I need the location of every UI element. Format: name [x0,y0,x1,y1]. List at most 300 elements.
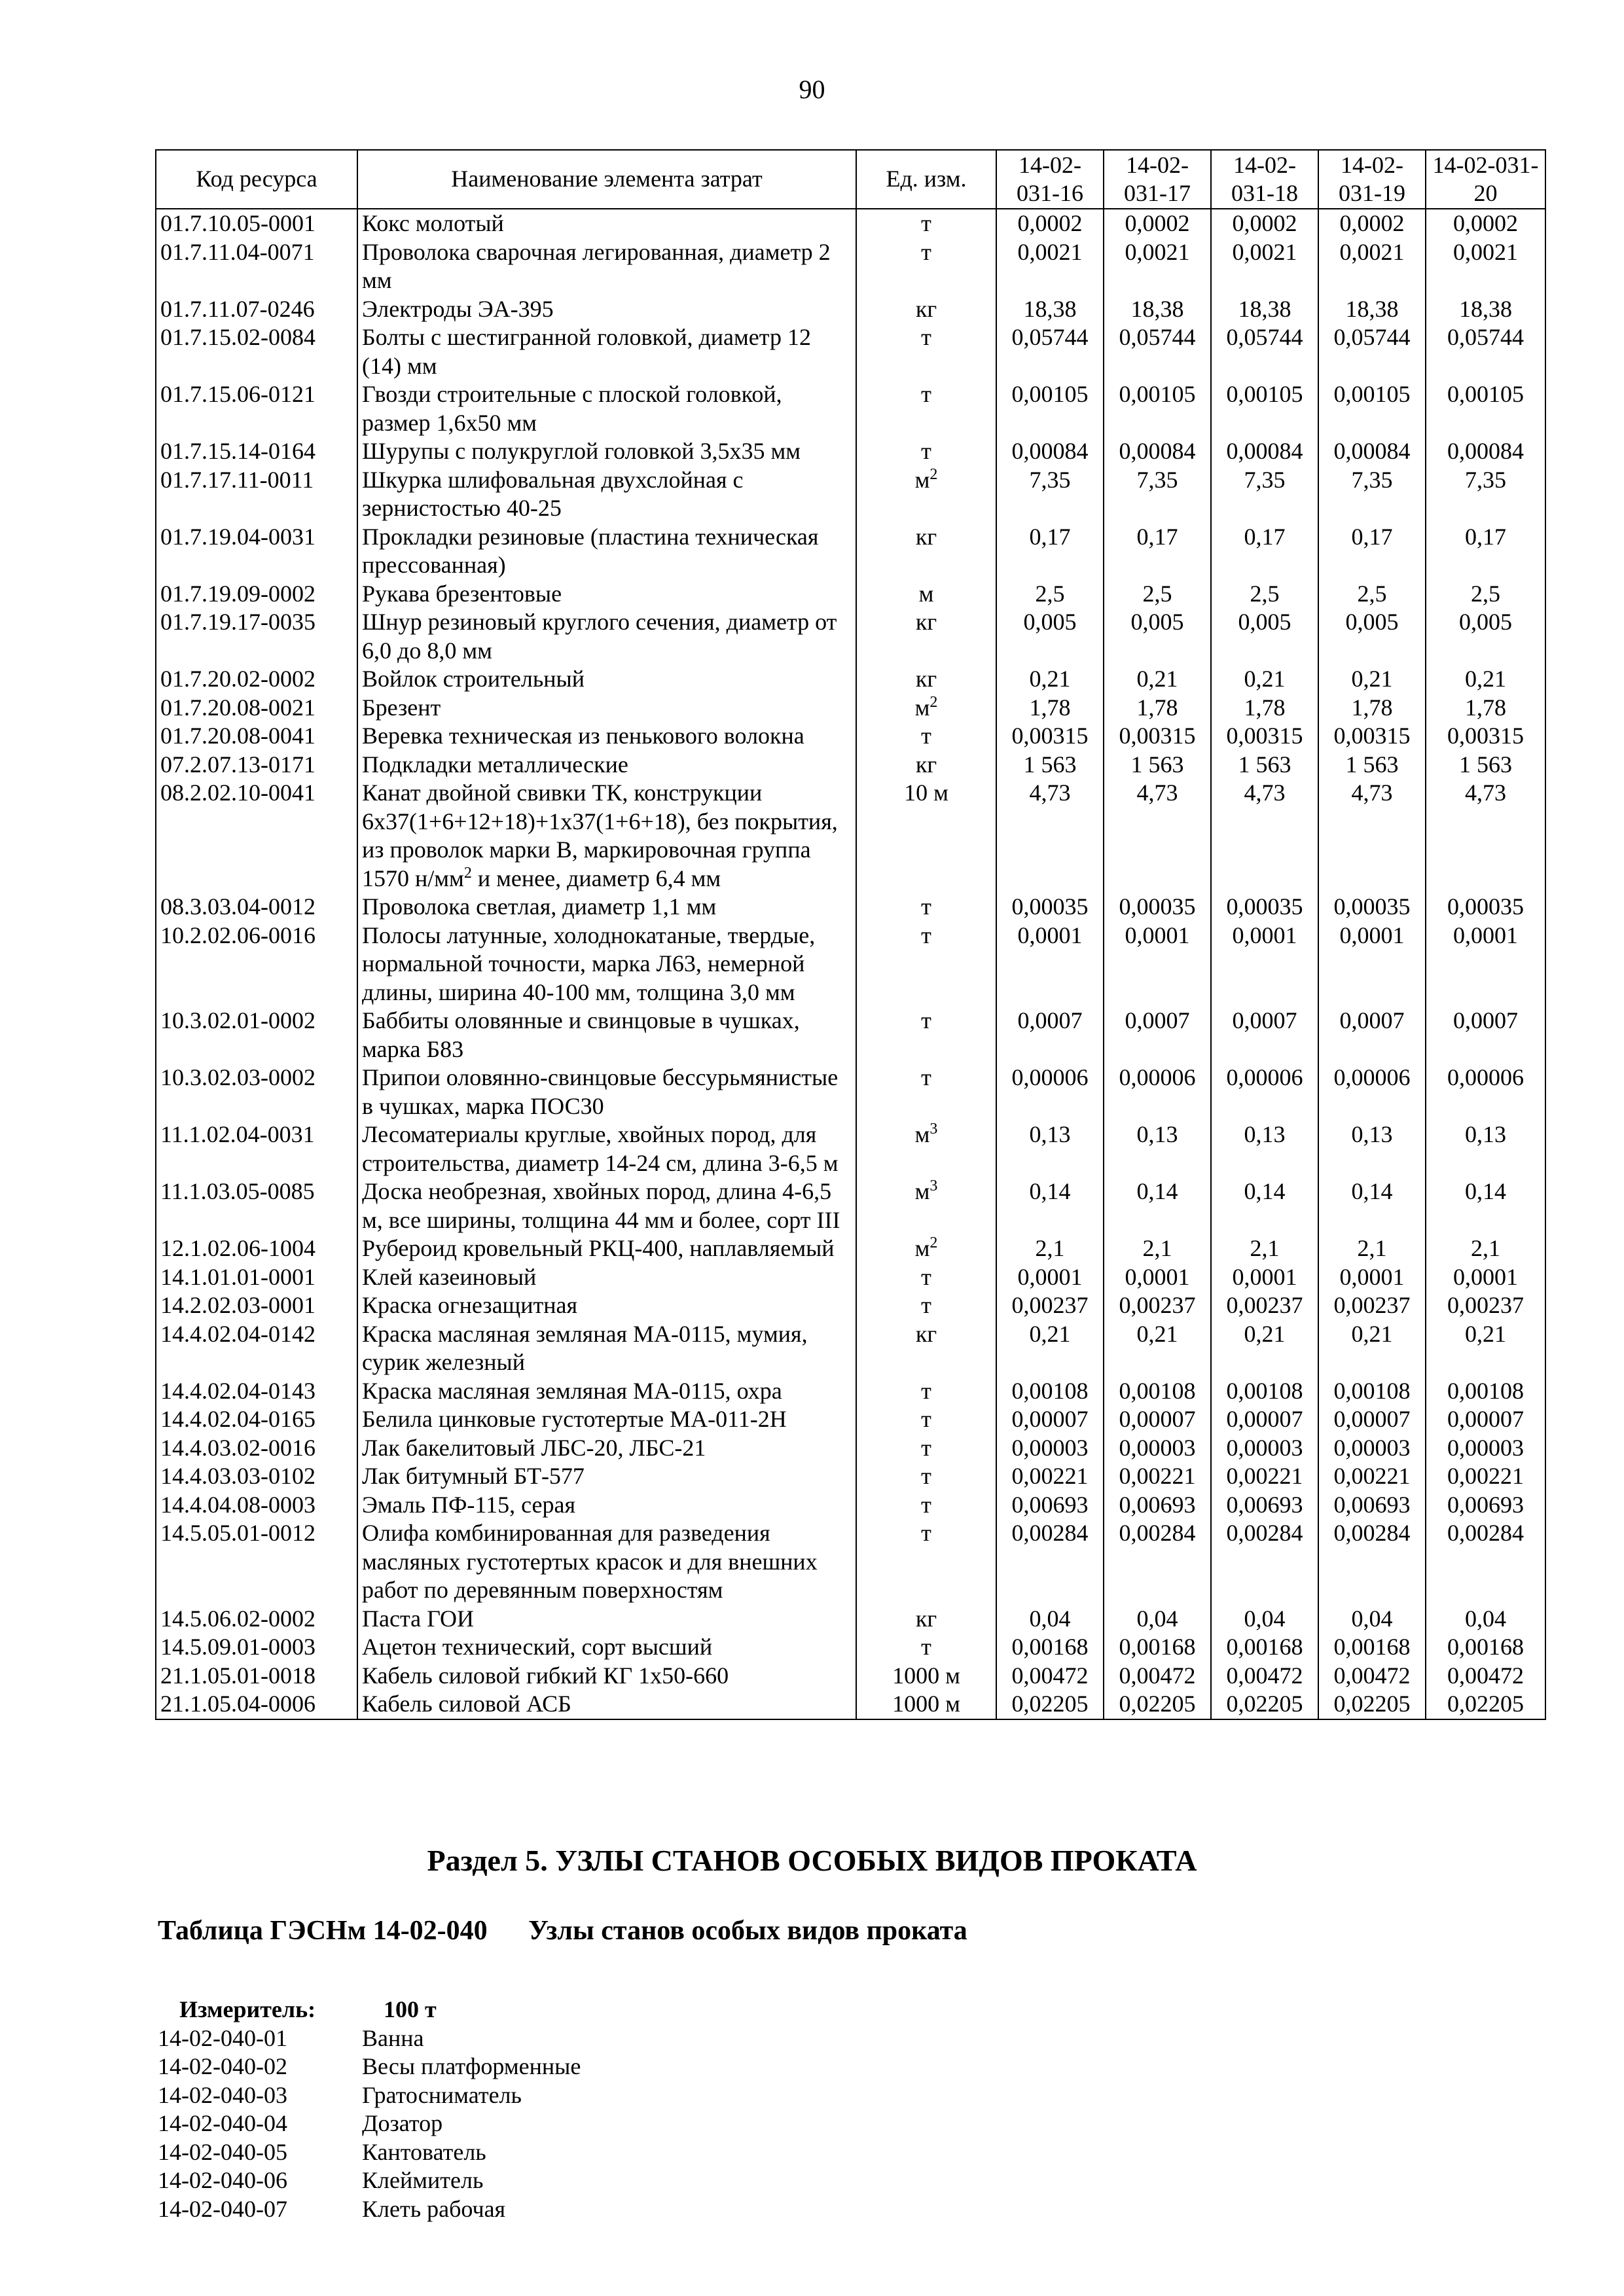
resource-value-cell [1426,1377,1545,1406]
resource-value-cell [996,295,1104,324]
resource-value-cell [996,751,1104,780]
resource-name-cell [357,779,856,893]
resource-value: 18,38 [1459,295,1512,322]
resource-value: 0,00105 [1333,381,1411,407]
resource-value-cell [1104,1633,1211,1662]
resource-value-cell [1211,722,1318,751]
header-col: 14-02-031-18 [1211,150,1318,209]
meter-item-code: 14-02-040-07 [158,2195,287,2222]
resource-unit-cell [856,1377,996,1406]
resource-value: 0,005 [1238,609,1291,635]
resource-value: 0,02205 [1011,1691,1089,1717]
resource-name-cell [357,466,856,523]
resource-value-cell [996,1462,1104,1491]
resource-value-cell [1211,751,1318,780]
resource-code: 14.4.03.03-0102 [160,1463,316,1489]
resource-value: 1,78 [1244,694,1286,721]
resource-value-cell [996,1405,1104,1434]
resource-value-cell [1211,437,1318,466]
resource-value-cell [1318,1320,1426,1377]
meter-item-name: Кантователь [362,2138,486,2165]
meter-value: 100 т [384,1996,437,2022]
header-col: 14-02-031-20 [1426,150,1545,209]
resource-unit-cell [856,238,996,295]
resource-unit: т [921,1292,931,1318]
resource-value-cell [1318,1434,1426,1463]
resource-value-cell [1318,1177,1426,1234]
resource-value-cell [1211,1177,1318,1234]
resource-value: 0,00472 [1447,1662,1524,1689]
resource-name-cell [357,1491,856,1520]
resource-name-cell [357,1405,856,1434]
resource-value-cell [1104,1690,1211,1719]
resource-unit-cell [856,1405,996,1434]
resource-value: 0,00237 [1226,1292,1303,1318]
resource-code-cell [156,1633,357,1662]
resource-code-cell [156,295,357,324]
resource-value: 0,00003 [1011,1434,1089,1461]
resource-value: 0,00006 [1226,1064,1303,1090]
resource-value-cell [1318,1690,1426,1719]
resource-name: Краска масляная земляная МА-0115, охра [362,1377,782,1404]
resource-unit-cell [856,1462,996,1491]
meter-item [158,2166,581,2195]
resource-value: 0,0001 [1453,922,1518,948]
resource-value-cell [1426,608,1545,665]
resource-code: 14.5.09.01-0003 [160,1634,316,1660]
resource-name: Лесоматериалы круглые, хвойных пород, для строительства, диаметр 14-24 см, длина 3-6,5 м [362,1121,839,1176]
meter-item-name: Гратосниматель [362,2081,522,2108]
table-row [156,922,1545,1007]
table-row [156,1434,1545,1463]
resource-name-cell [357,1462,856,1491]
resource-code-cell [156,608,357,665]
resource-value: 0,0001 [1453,1263,1518,1290]
resource-value-cell [1104,1605,1211,1634]
resource-value: 0,00221 [1447,1463,1524,1489]
resource-value: 0,00108 [1447,1377,1524,1404]
resource-unit: м [914,1178,930,1204]
resource-unit-cell [856,295,996,324]
resource-unit-cell [856,466,996,523]
resource-value-cell [996,238,1104,295]
resource-name: Рубероид кровельный РКЦ-400, наплавляемый [362,1235,835,1261]
resource-value: 0,00007 [1011,1406,1089,1432]
resource-name-cell [357,1633,856,1662]
resource-value-cell [1426,1320,1545,1377]
resource-unit: кг [915,609,937,635]
resource-code-cell [156,1234,357,1263]
resource-value: 0,00006 [1447,1064,1524,1090]
resource-name: Брезент [362,694,441,721]
resource-value: 7,35 [1136,466,1178,493]
resource-value-cell [996,1491,1104,1520]
resource-name-cell [357,1177,856,1234]
resource-value-cell [1426,1690,1545,1719]
resource-value-cell [1426,1263,1545,1292]
resource-value: 4,73 [1351,780,1393,806]
resource-unit: т [921,210,931,236]
resource-name: Электроды ЭА-395 [362,295,554,322]
resource-value: 0,14 [1029,1178,1071,1204]
resource-name-cell [357,1434,856,1463]
resource-name: Шнур резиновый круглого сечения, диаметр от 6,0 до 8,0 мм [362,609,837,664]
header-col: 14-02-031-19 [1318,150,1426,209]
resource-code-cell [156,1121,357,1177]
resource-value: 0,0002 [1232,210,1297,236]
resource-code: 14.4.02.04-0165 [160,1406,316,1432]
resource-code-cell [156,1605,357,1634]
resource-value-cell [1318,323,1426,380]
resource-value: 0,0002 [1017,210,1083,236]
resource-value-cell [1426,1064,1545,1121]
resource-value-cell [1211,1662,1318,1691]
meter-item-name: Клеймитель [362,2167,484,2193]
resource-value: 0,00007 [1447,1406,1524,1432]
resource-value-cell [996,608,1104,665]
resource-code-cell [156,1007,357,1064]
resource-code: 11.1.02.04-0031 [160,1121,315,1147]
resource-name-superscript: 2 [463,864,472,882]
resource-unit-cell [856,1605,996,1634]
resource-value: 1,78 [1351,694,1393,721]
resource-value: 0,0021 [1017,238,1083,265]
resource-unit-superscript: 3 [929,1121,938,1138]
resource-value: 0,13 [1465,1121,1506,1147]
resource-value-cell [1426,466,1545,523]
resource-value: 0,00472 [1119,1662,1196,1689]
resource-value: 0,04 [1351,1605,1393,1632]
resource-name: Лак битумный БТ-577 [362,1463,585,1489]
resource-unit-cell [856,779,996,893]
resource-value: 0,00168 [1333,1634,1411,1660]
resource-value: 0,0001 [1125,922,1190,948]
resource-value-cell [1426,722,1545,751]
resource-value-cell [1104,1234,1211,1263]
resource-name-cell [357,380,856,437]
resource-name: Баббиты оловянные и свинцовые в чушках, марка Б83 [362,1007,800,1062]
resource-code: 01.7.15.06-0121 [160,381,316,407]
resource-value-cell [1426,437,1545,466]
meter-item-name: Ванна [362,2024,424,2051]
resource-code-cell [156,1177,357,1234]
resource-value-cell [996,1007,1104,1064]
resource-code-cell [156,437,357,466]
resource-value: 0,00084 [1333,438,1411,464]
resource-value-cell [1318,608,1426,665]
resource-value: 7,35 [1244,466,1286,493]
resource-unit-cell [856,1519,996,1605]
resource-name-cell [357,1064,856,1121]
resource-code: 01.7.11.07-0246 [160,295,315,322]
resource-code-cell [156,1662,357,1691]
resource-value: 0,17 [1029,523,1071,550]
resource-value: 0,00108 [1119,1377,1196,1404]
resource-value-cell [996,1690,1104,1719]
table-row [156,608,1545,665]
resource-value-cell [1211,1263,1318,1292]
resource-value: 0,04 [1136,1605,1178,1632]
resource-value-cell [1211,608,1318,665]
resource-value-cell [1318,1633,1426,1662]
resource-value: 2,1 [1035,1235,1065,1261]
resource-value-cell [1104,665,1211,694]
resource-unit: т [921,381,931,407]
resource-name-cell [357,295,856,324]
resource-value: 7,35 [1465,466,1506,493]
resource-name: Шурупы с полукруглой головкой 3,5х35 мм [362,438,801,464]
resource-unit-cell [856,722,996,751]
resource-unit-cell [856,893,996,922]
resource-unit: т [921,1434,931,1461]
resource-value-cell [996,922,1104,1007]
resource-value-cell [1318,1662,1426,1691]
resource-value-cell [1104,608,1211,665]
resource-value-cell [1104,1434,1211,1463]
resource-code: 01.7.10.05-0001 [160,210,316,236]
resource-value: 0,0021 [1232,238,1297,265]
resource-name-cell [357,751,856,780]
resource-value-cell [1104,238,1211,295]
resource-value: 0,00035 [1447,893,1524,920]
table-row [156,580,1545,609]
table-row [156,1605,1545,1634]
resource-unit-cell [856,1291,996,1320]
resource-value: 0,0007 [1339,1007,1405,1033]
resource-code: 08.3.03.04-0012 [160,893,316,920]
table-row [156,380,1545,437]
resource-value: 0,00472 [1011,1662,1089,1689]
resource-value-cell [1318,1064,1426,1121]
resource-name-cell [357,922,856,1007]
resource-value-cell [1318,722,1426,751]
resource-unit-superscript: 2 [929,465,938,483]
resource-unit: т [921,893,931,920]
resource-value-cell [1104,751,1211,780]
meter-item-name: Дозатор [362,2110,443,2136]
resource-value: 7,35 [1351,466,1393,493]
resource-unit-cell [856,1007,996,1064]
resource-value-cell [996,1121,1104,1177]
resource-value-cell [1426,779,1545,893]
resource-name: Белила цинковые густотертые МА-011-2Н [362,1406,787,1432]
resource-value-cell [1104,694,1211,723]
resource-value-cell [1318,295,1426,324]
resource-value-cell [996,1177,1104,1234]
resource-name: Полосы латунные, холоднокатаные, твердые, нормальной точности, марка Л63, немерной длины, ширина 40-100 мм, толщина 3,0 мм [362,922,816,1005]
table-row [156,893,1545,922]
table-row [156,1377,1545,1406]
resource-value: 0,0002 [1339,210,1405,236]
resource-value: 0,00693 [1226,1491,1303,1518]
resource-value: 0,00006 [1333,1064,1411,1090]
resource-unit-cell [856,1320,996,1377]
resource-code-cell [156,1064,357,1121]
resource-value-cell [1211,694,1318,723]
resource-value-cell [1426,1662,1545,1691]
resource-value: 0,00693 [1119,1491,1196,1518]
resource-value: 0,00237 [1119,1292,1196,1318]
resource-code-cell [156,893,357,922]
resource-value: 0,00007 [1226,1406,1303,1432]
resource-value-cell [1211,665,1318,694]
resource-value: 0,00007 [1119,1406,1196,1432]
resource-value: 2,1 [1357,1235,1387,1261]
resource-value-cell [1211,1377,1318,1406]
meter-item [158,2024,581,2053]
resource-code-cell [156,1519,357,1605]
section-title: Раздел 5. УЗЛЫ СТАНОВ ОСОБЫХ ВИДОВ ПРОКАТА [427,1844,1197,1877]
resource-value-cell [1318,1121,1426,1177]
resource-unit: 1000 м [892,1662,960,1689]
resource-unit: т [921,1491,931,1518]
resource-value-cell [1426,1491,1545,1520]
resource-code: 14.2.02.03-0001 [160,1292,316,1318]
resource-value: 0,0001 [1125,1263,1190,1290]
resource-value: 0,005 [1459,609,1512,635]
resource-value-cell [1426,694,1545,723]
resource-code: 10.3.02.01-0002 [160,1007,316,1033]
resource-value-cell [1211,1491,1318,1520]
resource-name-cell [357,209,856,238]
meter-item-code: 14-02-040-05 [158,2138,287,2165]
table-row [156,437,1545,466]
resource-value-cell [1104,893,1211,922]
resource-code-cell [156,1434,357,1463]
resource-unit: т [921,1406,931,1432]
resource-value: 0,00108 [1333,1377,1411,1404]
table-row [156,1263,1545,1292]
resource-name-cell [357,1291,856,1320]
table-row [156,1320,1545,1377]
resource-value-cell [1426,1177,1545,1234]
table-row [156,665,1545,694]
resource-name-cell [357,437,856,466]
resource-value: 2,5 [1142,580,1172,607]
resource-value: 0,0001 [1232,922,1297,948]
resource-value-cell [1426,580,1545,609]
resource-value: 4,73 [1136,780,1178,806]
resource-value: 0,13 [1351,1121,1393,1147]
resource-name: Лак бакелитовый ЛБС-20, ЛБС-21 [362,1434,706,1461]
resource-code: 14.4.03.02-0016 [160,1434,316,1461]
resource-value-cell [996,580,1104,609]
resource-unit-cell [856,1690,996,1719]
resource-unit: т [921,1520,931,1546]
resource-value-cell [1211,1434,1318,1463]
resource-value: 0,21 [1244,666,1286,692]
resource-value-cell [1426,1291,1545,1320]
resource-value-cell [1104,1121,1211,1177]
resource-value: 0,00084 [1226,438,1303,464]
resource-unit: т [921,238,931,265]
resource-value: 0,13 [1029,1121,1071,1147]
resource-value: 0,0021 [1453,238,1518,265]
resource-value: 0,17 [1136,523,1178,550]
resource-value-cell [1104,1462,1211,1491]
resource-value-cell [1426,1234,1545,1263]
meter-row [158,1996,581,2024]
resource-code: 07.2.07.13-0171 [160,751,316,778]
resource-value-cell [1104,523,1211,580]
resource-unit: т [921,1064,931,1090]
resource-value: 0,00315 [1011,723,1089,749]
resource-value-cell [1318,665,1426,694]
resource-unit: т [921,922,931,948]
resource-value-cell [996,893,1104,922]
resource-value-cell [1211,1121,1318,1177]
meter-item-name: Весы платформенные [362,2053,581,2079]
resource-value: 0,21 [1136,1320,1178,1347]
resource-value: 0,00237 [1333,1292,1411,1318]
resource-value-cell [996,1377,1104,1406]
resource-value: 0,05744 [1447,324,1524,350]
resource-value-cell [996,380,1104,437]
resource-value-cell [1211,1291,1318,1320]
resource-value-cell [1104,1064,1211,1121]
resource-value: 0,02205 [1226,1691,1303,1717]
resource-value: 1,78 [1029,694,1071,721]
resource-value-cell [1318,1605,1426,1634]
resource-code-cell [156,722,357,751]
resource-value-cell [1104,437,1211,466]
resource-code-cell [156,665,357,694]
resource-value-cell [996,437,1104,466]
resource-unit: м [914,1121,930,1147]
resource-name-cell [357,722,856,751]
resource-value: 0,14 [1351,1178,1393,1204]
resource-value-cell [1318,209,1426,238]
resource-code-cell [156,779,357,893]
resource-name: Ацетон технический, сорт высший [362,1634,713,1660]
header-col: 14-02-031-16 [996,150,1104,209]
resource-value-cell [1426,523,1545,580]
resource-unit-superscript: 2 [929,693,938,711]
resource-value-cell [1211,1690,1318,1719]
resource-code: 08.2.02.10-0041 [160,780,316,806]
resource-value: 2,1 [1142,1235,1172,1261]
resource-value: 0,0021 [1339,238,1405,265]
resource-value-cell [996,1633,1104,1662]
resource-value: 0,00003 [1119,1434,1196,1461]
resource-unit-superscript: 2 [929,1234,938,1251]
resource-name: Проволока светлая, диаметр 1,1 мм [362,893,717,920]
resource-value: 0,00105 [1226,381,1303,407]
resource-value-cell [1318,380,1426,437]
table-row [156,238,1545,295]
resource-code-cell [156,1291,357,1320]
resource-code-cell [156,1405,357,1434]
resource-value-cell [1318,1491,1426,1520]
table-row [156,466,1545,523]
resource-value: 0,0001 [1017,1263,1083,1290]
resource-name-cell [357,580,856,609]
resource-value-cell [1318,1007,1426,1064]
resource-name: Эмаль ПФ-115, серая [362,1491,576,1518]
resource-name: Кабель силовой АСБ [362,1691,571,1717]
resource-value-cell [1318,1291,1426,1320]
resource-value: 0,05744 [1011,324,1089,350]
resource-name: Канат двойной свивки ТК, конструкции 6х37(1+6+12+18)+1х37(1+6+18), без покрытия, из проволок марки В, маркировочная группа 1570 н/мм [362,780,838,891]
resource-code-cell [156,1263,357,1292]
resource-value-cell [1318,1462,1426,1491]
resource-code-cell [156,323,357,380]
header-name: Наименование элемента затрат [357,150,856,209]
resource-value: 0,00108 [1011,1377,1089,1404]
meter-item-code: 14-02-040-04 [158,2110,287,2136]
resource-value: 0,14 [1136,1178,1178,1204]
resource-value-cell [996,1662,1104,1691]
